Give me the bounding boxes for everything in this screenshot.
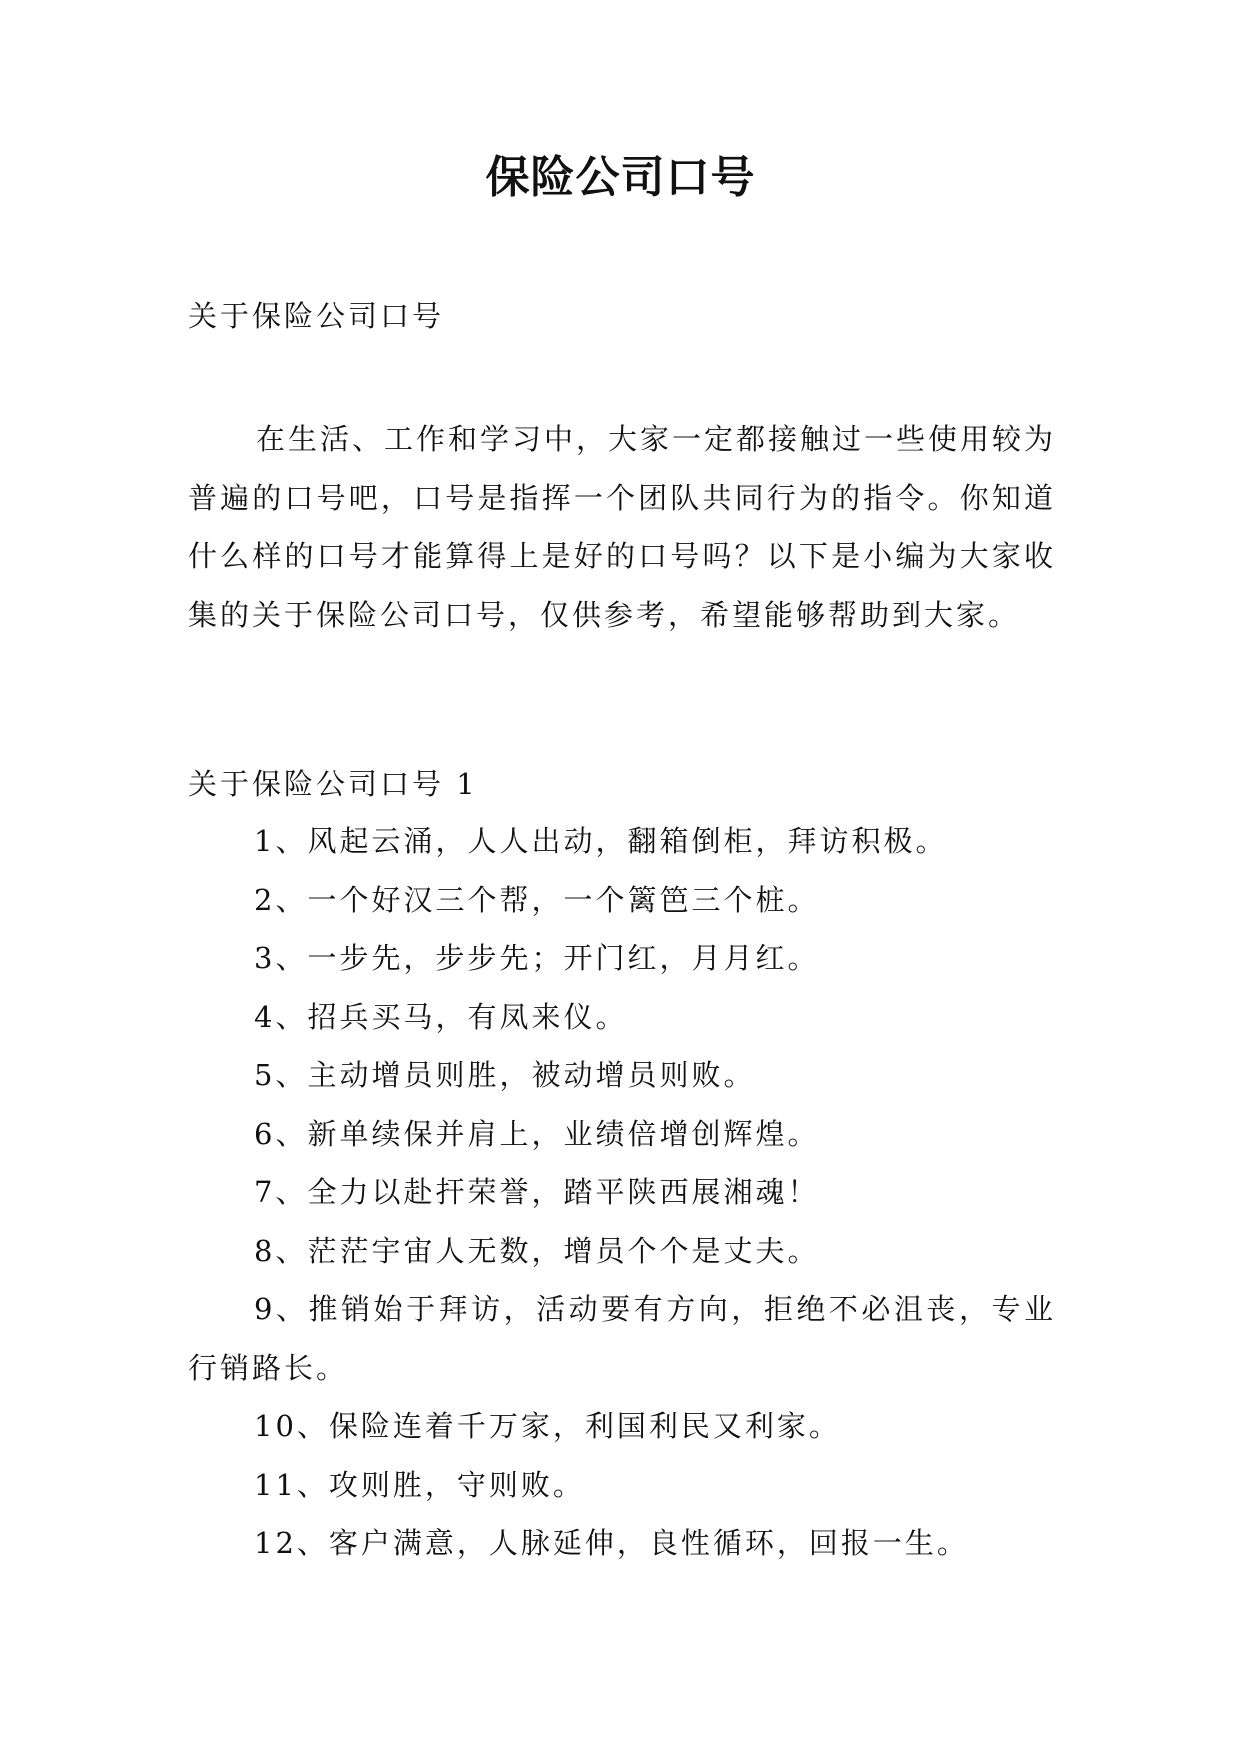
slogan-list [188, 812, 1056, 1573]
slogan-item: 7、全力以赴扞荣誉，踏平陕西展湘魂！ [254, 1175, 820, 1209]
slogan-item: 5、主动增员则胜，被动增员则败。 [254, 1058, 756, 1092]
slogan-item: 11、攻则胜，守则败。 [254, 1467, 585, 1502]
section-heading: 关于保险公司口号 1 [188, 767, 478, 801]
slogan-item: 9、推销始于拜访，活动要有方向，拒绝不必沮丧，专业行销路长。 [188, 1292, 1056, 1385]
slogan-item: 3、一步先，步步先；开门红，月月红。 [254, 941, 820, 975]
slogan-item: 12、客户满意，人脉延伸，良性循环，回报一生。 [254, 1526, 969, 1560]
slogan-item: 1、风起云涌，人人出动，翻箱倒柜，拜访积极。 [254, 824, 948, 858]
intro-paragraph: 在生活、工作和学习中，大家一定都接触过一些使用较为普遍的口号吧，口号是指挥一个团队共同行为的指令。你知道什么样的口号才能算得上是好的口号吗？以下是小编为大家收集的关于保险公司口号，仅供参考，希望能够帮助到大家。 [188, 422, 1057, 632]
intro-heading: 关于保险公司口号 [188, 299, 445, 333]
slogan-item: 2、一个好汉三个帮，一个篱笆三个桩。 [254, 882, 820, 917]
slogan-item: 10、保险连着千万家，利国利民又利家。 [254, 1409, 841, 1443]
slogan-item: 8、茫茫宇宙人无数，增员个个是丈夫。 [254, 1233, 820, 1268]
document-title: 保险公司口号 [485, 152, 756, 203]
slogan-item: 4、招兵买马，有凤来仪。 [254, 999, 628, 1034]
slogan-item: 6、新单续保并肩上，业绩倍增创辉煌。 [254, 1116, 820, 1151]
